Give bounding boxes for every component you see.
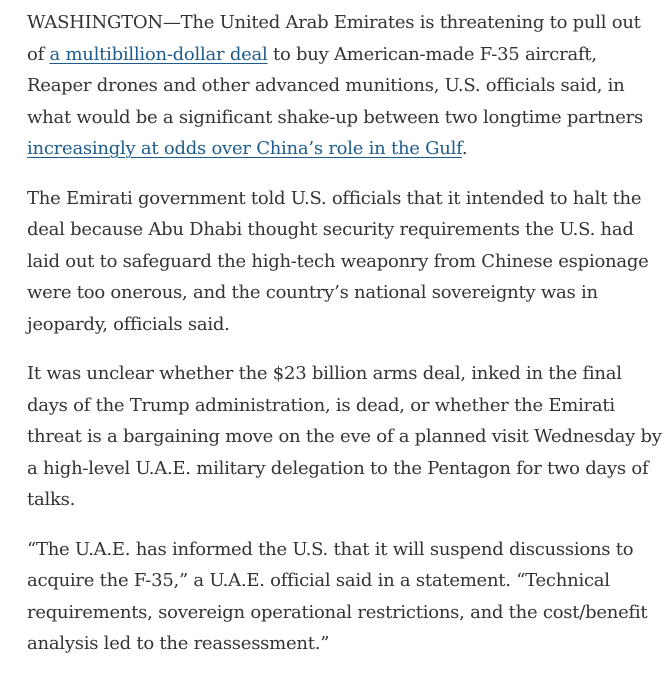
paragraph-1-text-middle: to buy American-made F-35 aircraft, Reaper drones and other advanced munitions, U.S. officials said, in what would be a significant shake-up between two longtime partners bbox=[27, 43, 644, 128]
china-role-in-gulf-link[interactable]: increasingly at odds over China’s role in the Gulf bbox=[27, 138, 462, 159]
article-paragraph-1 bbox=[27, 7, 663, 165]
multibillion-dollar-deal-link[interactable]: a multibillion-dollar deal bbox=[49, 43, 268, 65]
article-paragraph-3: It was unclear whether the $23 billion arms deal, inked in the final days of the Trump administration, is dead, or whether the Emirati threat is a bargaining move on the eve of a planned visit Wednesday by a high-level U.A.E. military delegation to the Pentagon for two days of talks. bbox=[27, 363, 662, 510]
article-paragraph-4: “The U.A.E. has informed the U.S. that it will suspend discussions to acquire the F-35,” a U.A.E. official said in a statement. “Technical requirements, sovereign operational restrictions, and the cost/benefit analysis led to the reassessment.” bbox=[27, 538, 648, 654]
paragraph-1-text-start: WASHINGTON—The United Arab Emirates is threatening to pull out of bbox=[27, 12, 641, 65]
article-paragraph-2: The Emirati government told U.S. officials that it intended to halt the deal because Abu Dhabi thought security requirements the U.S. had laid out to safeguard the high-tech weaponry from Chinese espionage were too onerous, and the country’s national sovereignty was in jeopardy, officials said. bbox=[27, 187, 649, 335]
paragraph-1-text-end: . bbox=[461, 138, 468, 159]
